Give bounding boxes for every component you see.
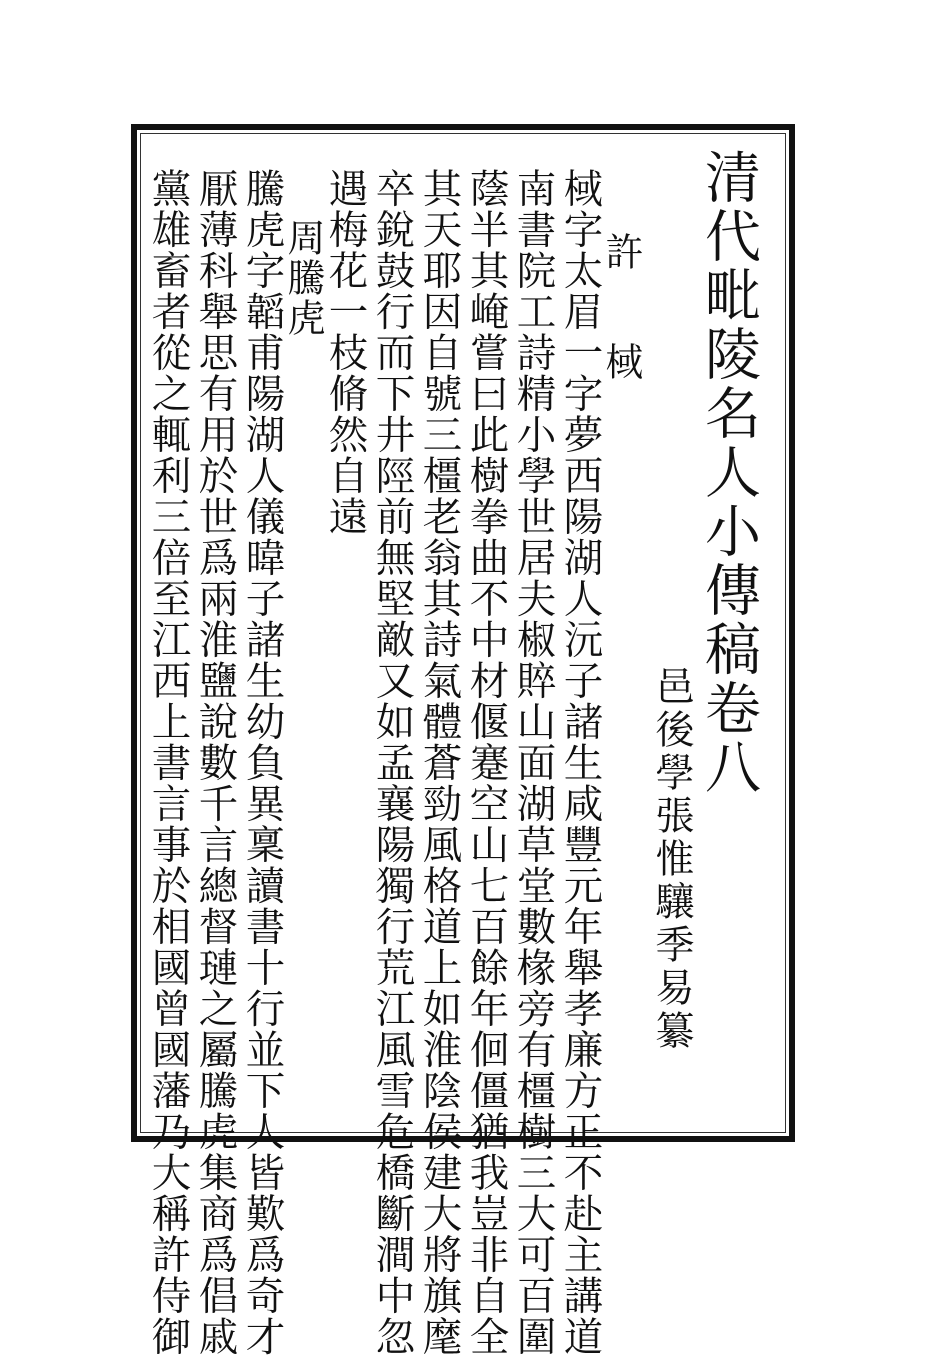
entry-name-zhou-tenghu: 周騰虎 bbox=[281, 218, 325, 338]
page-title: 清代毗陵名人小傳稿卷八 bbox=[696, 148, 761, 797]
text-column: 其天耶因自號三橿老翁其詩氣體蒼勁風格道上如淮陰侯建大將旗麾 bbox=[416, 168, 463, 1357]
text-column: 厭薄科舉思有用於世爲兩淮鹽說數千言總督璉之屬騰虎集商爲倡戚 bbox=[192, 168, 239, 1357]
text-column: 騰虎字韜甫陽湖人儀暐子諸生幼負異稟讀書十行並下人皆歎爲奇才 bbox=[239, 168, 286, 1357]
entry-name-xu-yu: 許 棫 bbox=[599, 232, 643, 394]
text-column: 卒銳鼓行而下井陘前無堅敵又如孟襄陽獨行荒江風雪危橋斷澗中忽 bbox=[369, 168, 416, 1357]
text-column: 遇梅花一枝脩然自遠 bbox=[322, 168, 369, 537]
text-column: 棫字太眉一字夢西陽湖人沅子諸生咸豐元年舉孝廉方正不赴主講道 bbox=[557, 168, 604, 1357]
text-column: 黨雄畜者從之輒利三倍至江西上書言事於相國曾國藩乃大稱許侍御 bbox=[145, 168, 192, 1357]
text-column: 南書院工詩精小學世居夫椒賥山面湖草堂數椽旁有橿樹三大可百圍 bbox=[510, 168, 557, 1357]
text-column: 蔭半其崦嘗曰此樹拳曲不中材偃蹇空山七百餘年佪僵猶我豈非自全 bbox=[463, 168, 510, 1357]
compiler-line: 邑後學張惟驤季易纂 bbox=[649, 666, 694, 1053]
